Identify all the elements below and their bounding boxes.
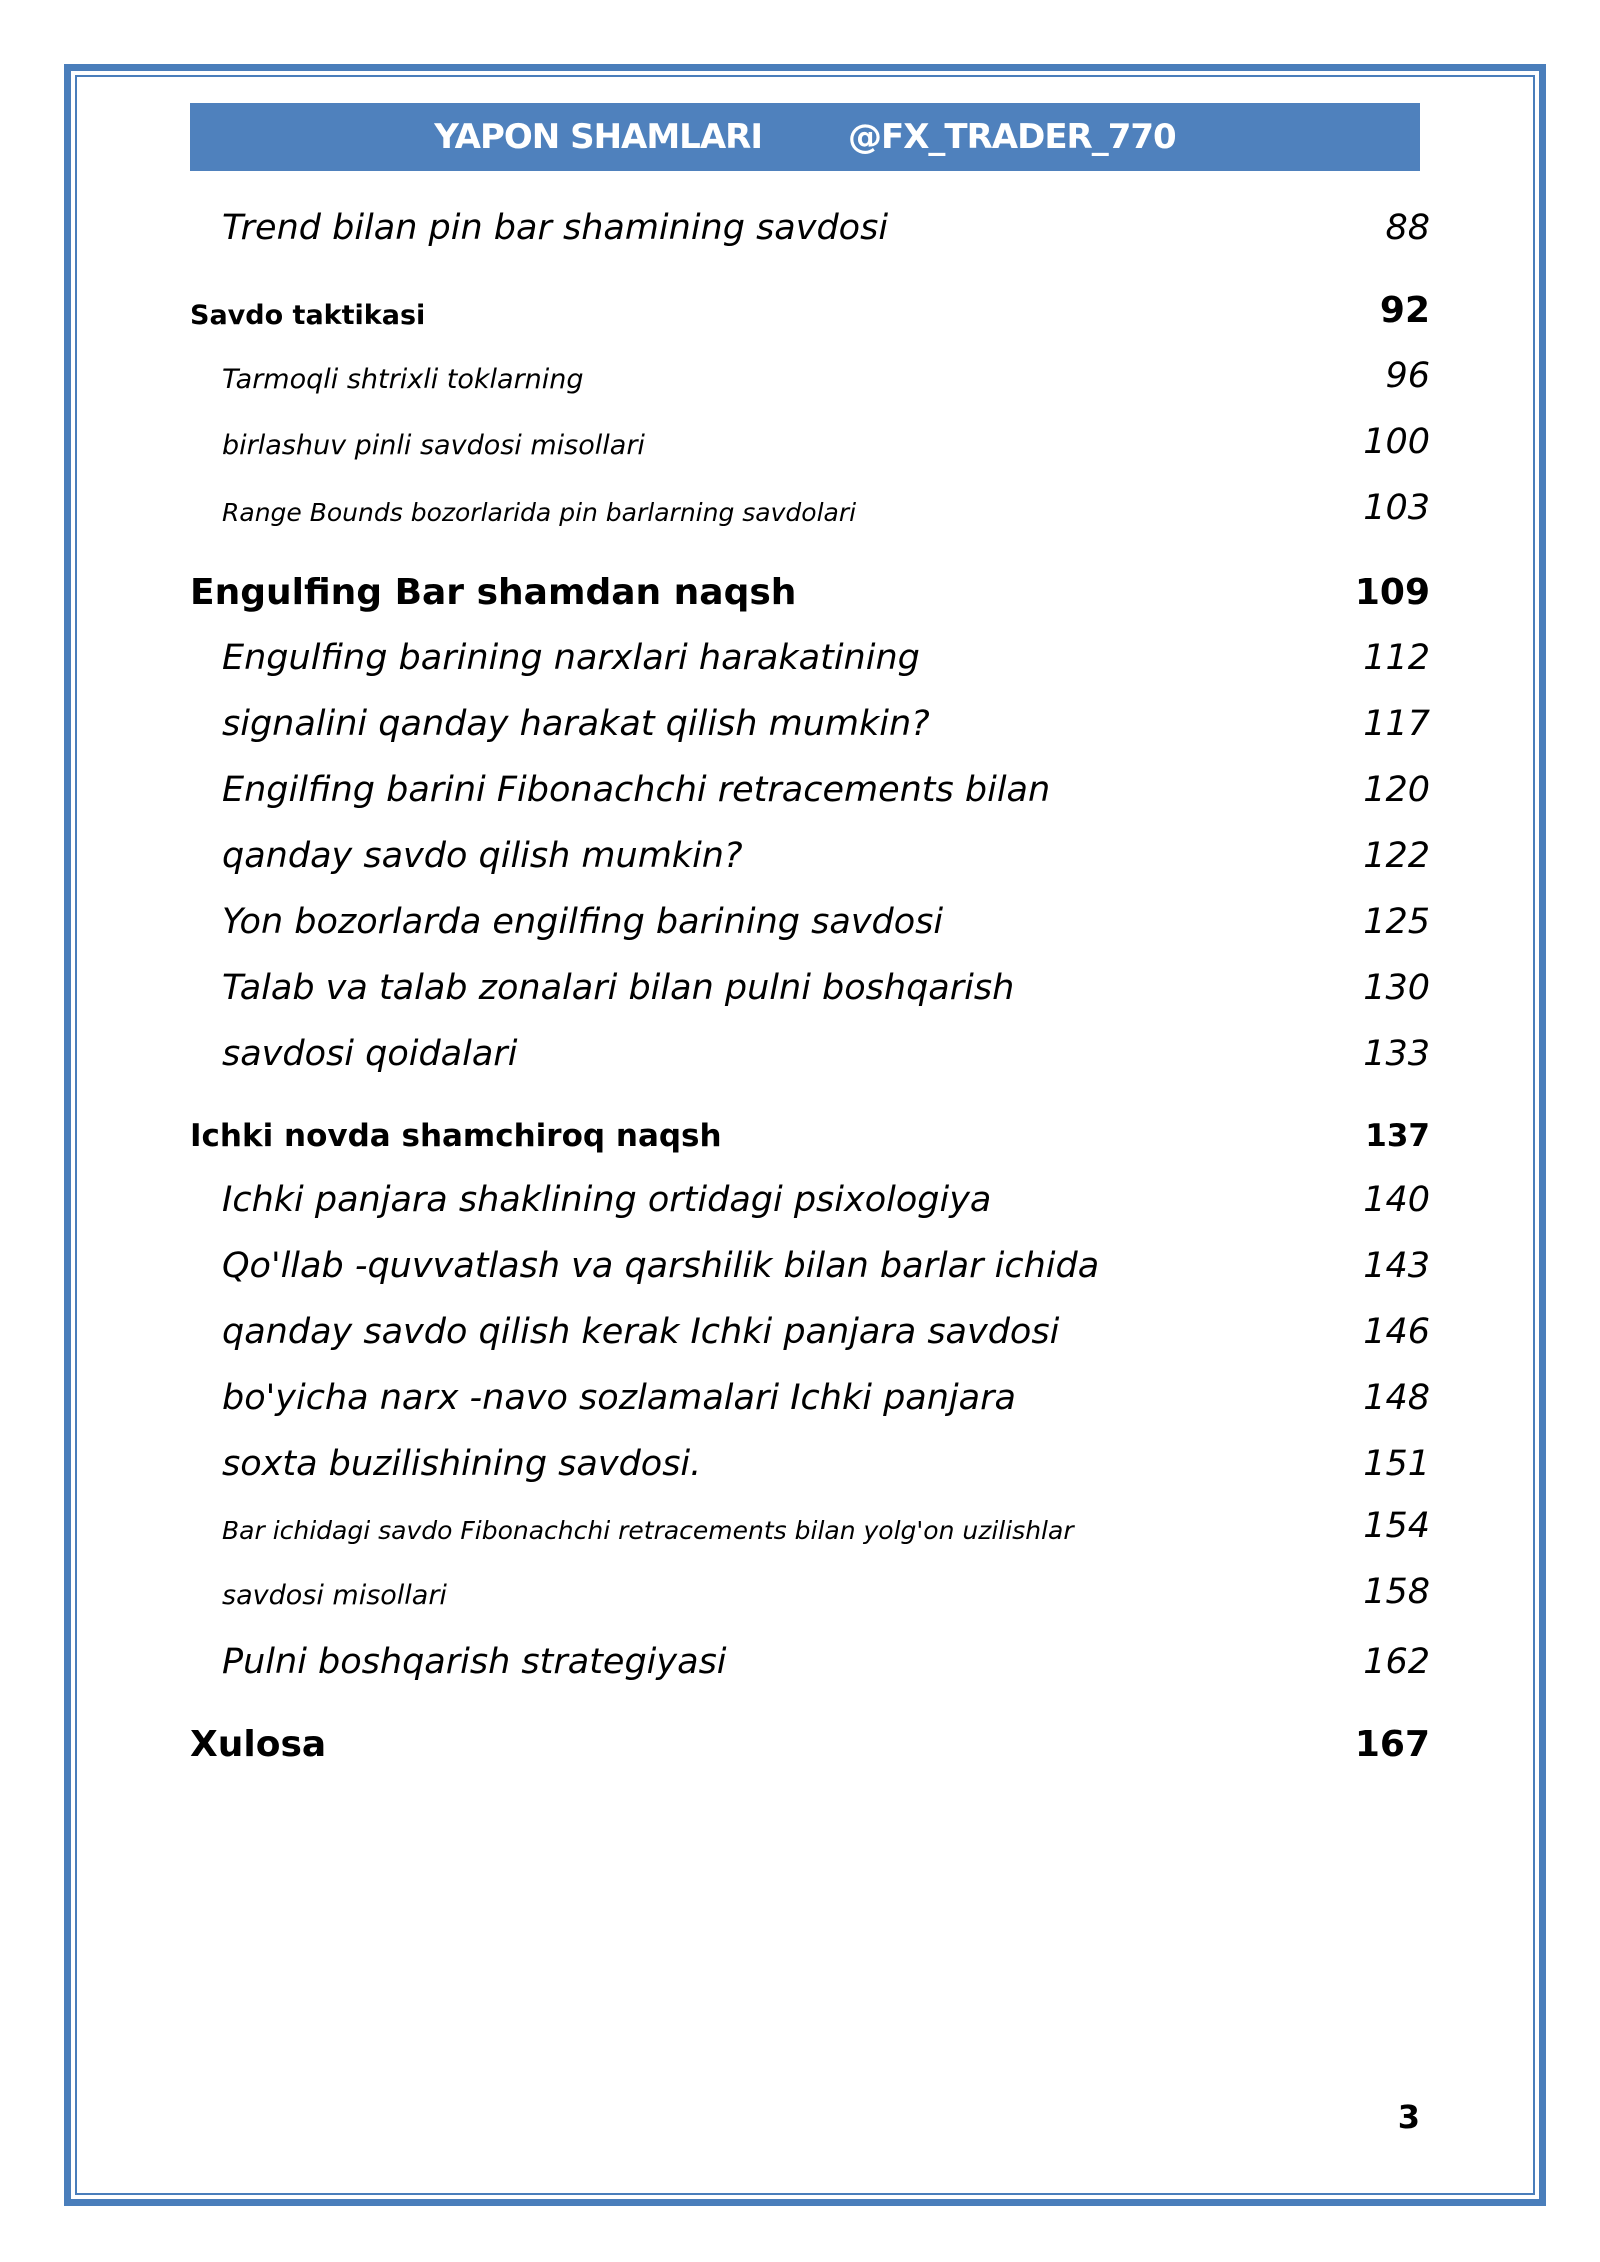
toc-entry-label: Engilfing barini Fibonachchi retracements bilan [222, 770, 1051, 810]
toc-entry-label: Xulosa [190, 1724, 327, 1765]
toc-entry-page: 109 [1354, 572, 1430, 613]
toc-entry-label: Trend bilan pin bar shamining savdosi [222, 208, 889, 248]
toc-entry-page: 125 [1363, 902, 1430, 942]
toc-entry-page: 151 [1363, 1444, 1430, 1484]
toc-entry-label: Engulfing Bar shamdan naqsh [190, 572, 797, 613]
toc-entry-page: 92 [1379, 290, 1430, 331]
header-bar [190, 103, 1420, 171]
toc-entry-page: 140 [1363, 1180, 1430, 1220]
toc-entry-page: 120 [1363, 770, 1430, 810]
toc-entry-label: Pulni boshqarish strategiyasi [222, 1642, 727, 1682]
toc-entry-page: 133 [1363, 1034, 1430, 1074]
toc-entry-page: 143 [1363, 1246, 1430, 1286]
toc-entry-page: 112 [1363, 638, 1430, 678]
header-handle: @FX_TRADER_770 [847, 117, 1176, 157]
toc-entry-page: 148 [1363, 1378, 1430, 1418]
toc-entry-page: 88 [1385, 208, 1430, 248]
toc-entry-label: Yon bozorlarda engilfing barining savdosi [222, 902, 944, 942]
toc-entry-page: 158 [1363, 1572, 1430, 1612]
toc-entry-label: Talab va talab zonalari bilan pulni boshqarish [222, 968, 1015, 1008]
toc-entry-label: Tarmoqli shtrixli toklarning [222, 364, 584, 395]
toc-entry-label: signalini qanday harakat qilish mumkin? [222, 704, 930, 744]
toc-entry-label: Engulfing barining narxlari harakatining [222, 638, 920, 678]
toc-entry-label: savdosi qoidalari [222, 1034, 518, 1074]
toc-entry-page: 167 [1354, 1724, 1430, 1765]
toc-entry-page: 137 [1365, 1118, 1430, 1154]
page-number: 3 [1397, 2098, 1420, 2136]
toc-entry-page: 130 [1363, 968, 1430, 1008]
toc-entry-page: 162 [1363, 1642, 1430, 1682]
toc-entry-label: Savdo taktikasi [190, 300, 426, 331]
toc-entry-label: bo'yicha narx -navo sozlamalari Ichki panjara [222, 1378, 1016, 1418]
toc-entry-page: 122 [1363, 836, 1430, 876]
toc-entry-page: 154 [1363, 1506, 1430, 1546]
toc-entry-page: 117 [1363, 704, 1430, 744]
toc-entry-label: Qo'llab -quvvatlash va qarshilik bilan barlar ichida [222, 1246, 1100, 1286]
toc-entry-label: Ichki panjara shaklining ortidagi psixologiya [222, 1180, 992, 1220]
toc-entry-label: birlashuv pinli savdosi misollari [222, 430, 645, 461]
header-title: YAPON SHAMLARI [434, 117, 762, 157]
toc-entry-label: Ichki novda shamchiroq naqsh [190, 1118, 722, 1154]
toc-entry-label: soxta buzilishining savdosi. [222, 1444, 702, 1484]
toc-entry-label: Bar ichidagi savdo Fibonachchi retracements bilan yolg'on uzilishlar [222, 1516, 1074, 1545]
toc-entry-label: Range Bounds bozorlarida pin barlarning savdolari [222, 498, 857, 527]
toc-entry-label: qanday savdo qilish mumkin? [222, 836, 743, 876]
toc-entry-label: savdosi misollari [222, 1580, 447, 1611]
toc-entry-page: 100 [1363, 422, 1430, 462]
toc-entry-page: 146 [1363, 1312, 1430, 1352]
toc-entry-page: 103 [1363, 488, 1430, 528]
toc-entry-page: 96 [1385, 356, 1430, 396]
toc-entry-label: qanday savdo qilish kerak Ichki panjara savdosi [222, 1312, 1060, 1352]
